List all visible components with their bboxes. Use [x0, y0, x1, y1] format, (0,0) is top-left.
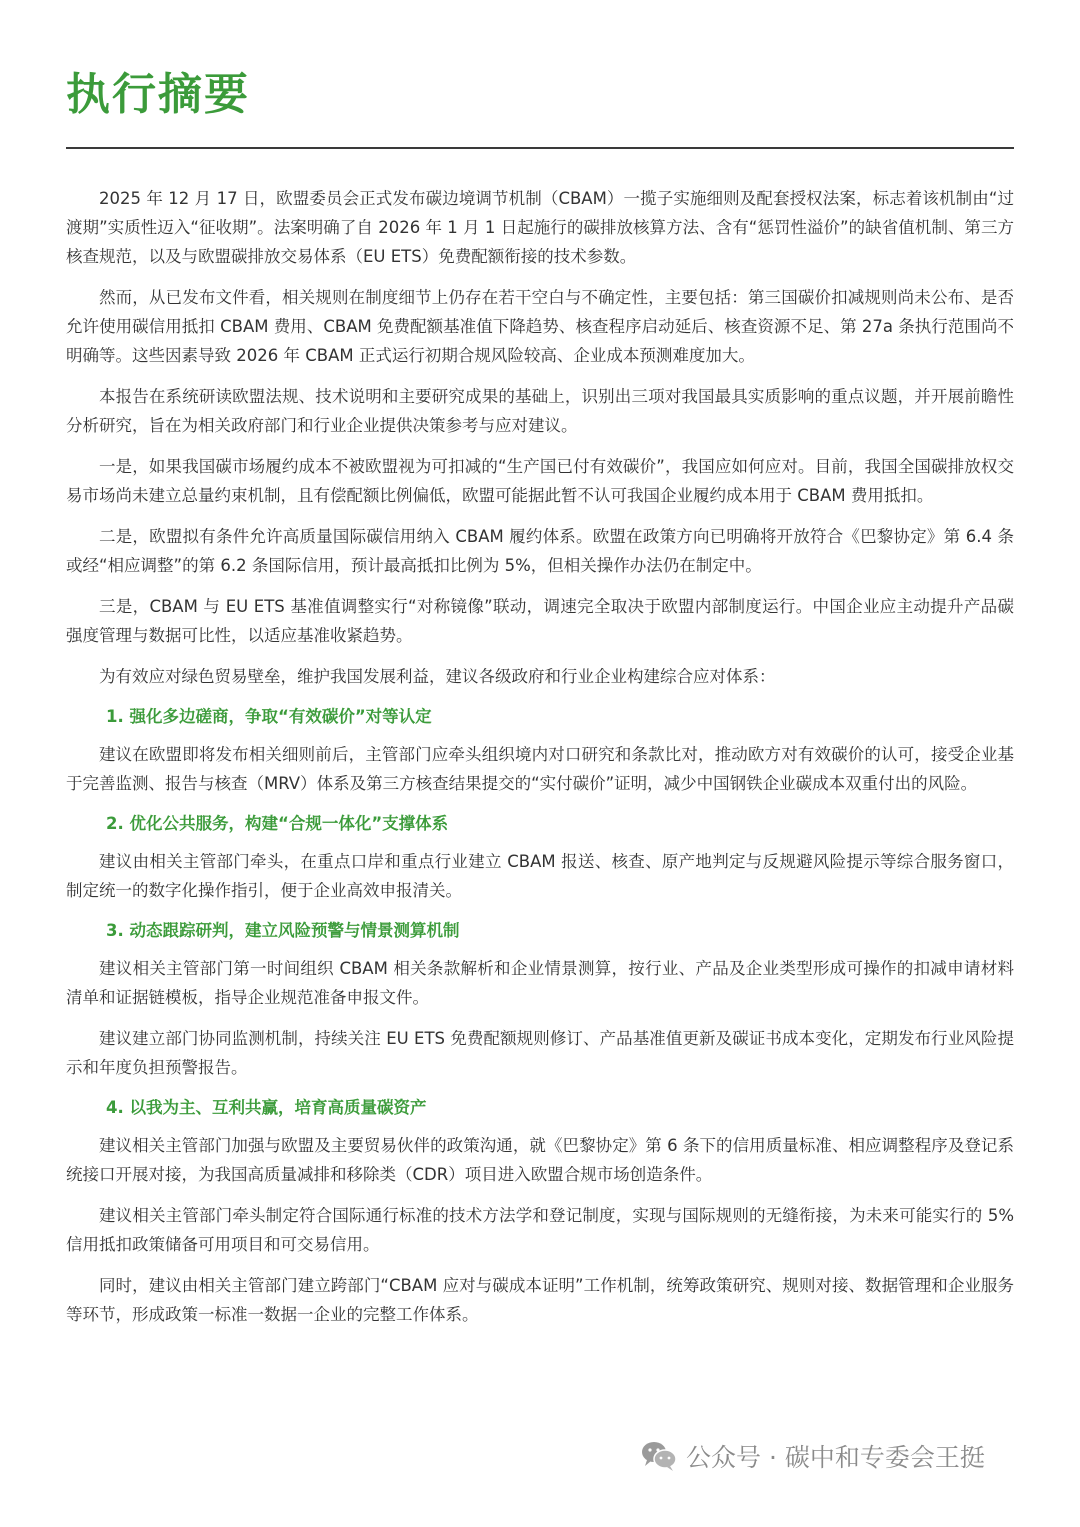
watermark-text: 公众号 · 碳中和专委会王挺 [686, 1443, 985, 1472]
section-heading-2: 2. 优化公共服务，构建“合规一体化”支撑体系 [106, 814, 449, 833]
section-paragraph: 建议相关主管部门加强与欧盟及主要贸易伙伴的政策沟通，就《巴黎协定》第 6 条下的信用质量标准、相应调整程序及登记系统接口开展对接，为我国高质量减排和移除类（CDR）项目进入欧盟合规市场创造条件。 [66, 1136, 1014, 1184]
section-heading-4: 4. 以我为主、互利共赢，培育高质量碳资产 [106, 1098, 427, 1117]
intro-paragraph: 为有效应对绿色贸易壁垒，维护我国发展利益，建议各级政府和行业企业构建综合应对体系： [99, 667, 776, 686]
intro-paragraph: 然而，从已发布文件看，相关规则在制度细节上仍存在若干空白与不确定性，主要包括：第三国碳价扣减规则尚未公布、是否允许使用碳信用抵扣 CBAM 费用、CBAM 免费配额基准值下降趋势、核查程序启动延后、核查资源不足、第 27a 条执行范围尚不明确等。这些因素导致 2026 年 CBAM 正式运行初期合规风险较高、企业成本预测难度加大。 [66, 288, 1014, 365]
intro-paragraph: 三是，CBAM 与 EU ETS 基准值调整实行“对称镜像”联动，调速完全取决于欧盟内部制度运行。中国企业应主动提升产品碳强度管理与数据可比性，以适应基准收紧趋势。 [66, 597, 1014, 645]
section-paragraph: 建议由相关主管部门牵头，在重点口岸和重点行业建立 CBAM 报送、核查、原产地判定与反规避风险提示等综合服务窗口，制定统一的数字化操作指引，便于企业高效申报清关。 [66, 852, 1014, 900]
intro-paragraph: 2025 年 12 月 17 日，欧盟委员会正式发布碳边境调节机制（CBAM）一揽子实施细则及配套授权法案，标志着该机制由“过渡期”实质性迈入“征收期”。法案明确了自 2026 年 1 月 1 日起施行的碳排放核算方法、含有“惩罚性溢价”的缺省值机制、第三方核查规范，以及与欧盟碳排放交易体系（EU ETS）免费配额衔接的技术参数。 [66, 189, 1014, 266]
section-paragraph: 同时，建议由相关主管部门建立跨部门“CBAM 应对与碳成本证明”工作机制，统筹政策研究、规则对接、数据管理和企业服务等环节，形成政策一标准一数据一企业的完整工作体系。 [66, 1276, 1014, 1324]
title-divider [66, 147, 1014, 149]
page-title: 执行摘要 [66, 69, 250, 120]
intro-paragraph: 一是，如果我国碳市场履约成本不被欧盟视为可扣减的“生产国已付有效碳价”，我国应如何应对。目前，我国全国碳排放权交易市场尚未建立总量约束机制，且有偿配额比例偏低，欧盟可能据此暂不认可我国企业履约成本用于 CBAM 费用抵扣。 [66, 457, 1014, 505]
section-paragraph: 建议相关主管部门第一时间组织 CBAM 相关条款解析和企业情景测算，按行业、产品及企业类型形成可操作的扣减申请材料清单和证据链模板，指导企业规范准备申报文件。 [66, 959, 1014, 1007]
section-paragraph: 建议建立部门协同监测机制，持续关注 EU ETS 免费配额规则修订、产品基准值更新及碳证书成本变化，定期发布行业风险提示和年度负担预警报告。 [66, 1029, 1014, 1077]
section-paragraph: 建议相关主管部门牵头制定符合国际通行标准的技术方法学和登记制度，实现与国际规则的无缝衔接，为未来可能实行的 5% 信用抵扣政策储备可用项目和可交易信用。 [66, 1206, 1014, 1254]
section-heading-3: 3. 动态跟踪研判，建立风险预警与情景测算机制 [106, 921, 460, 940]
wechat-icon [640, 1439, 678, 1473]
watermark [640, 1436, 985, 1476]
intro-paragraph: 本报告在系统研读欧盟法规、技术说明和主要研究成果的基础上，识别出三项对我国最具实质影响的重点议题，并开展前瞻性分析研究，旨在为相关政府部门和行业企业提供决策参考与应对建议。 [66, 387, 1014, 435]
section-heading-1: 1. 强化多边磋商，争取“有效碳价”对等认定 [106, 707, 432, 726]
section-paragraph: 建议在欧盟即将发布相关细则前后，主管部门应牵头组织境内对口研究和条款比对，推动欧方对有效碳价的认可，接受企业基于完善监测、报告与核查（MRV）体系及第三方核查结果提交的“实付碳价”证明，减少中国钢铁企业碳成本双重付出的风险。 [66, 745, 1014, 793]
document-body [66, 184, 1014, 1341]
intro-paragraph: 二是，欧盟拟有条件允许高质量国际碳信用纳入 CBAM 履约体系。欧盟在政策方向已明确将开放符合《巴黎协定》第 6.4 条或经“相应调整”的第 6.2 条国际信用，预计最高抵扣比例为 5%，但相关操作办法仍在制定中。 [66, 527, 1014, 575]
